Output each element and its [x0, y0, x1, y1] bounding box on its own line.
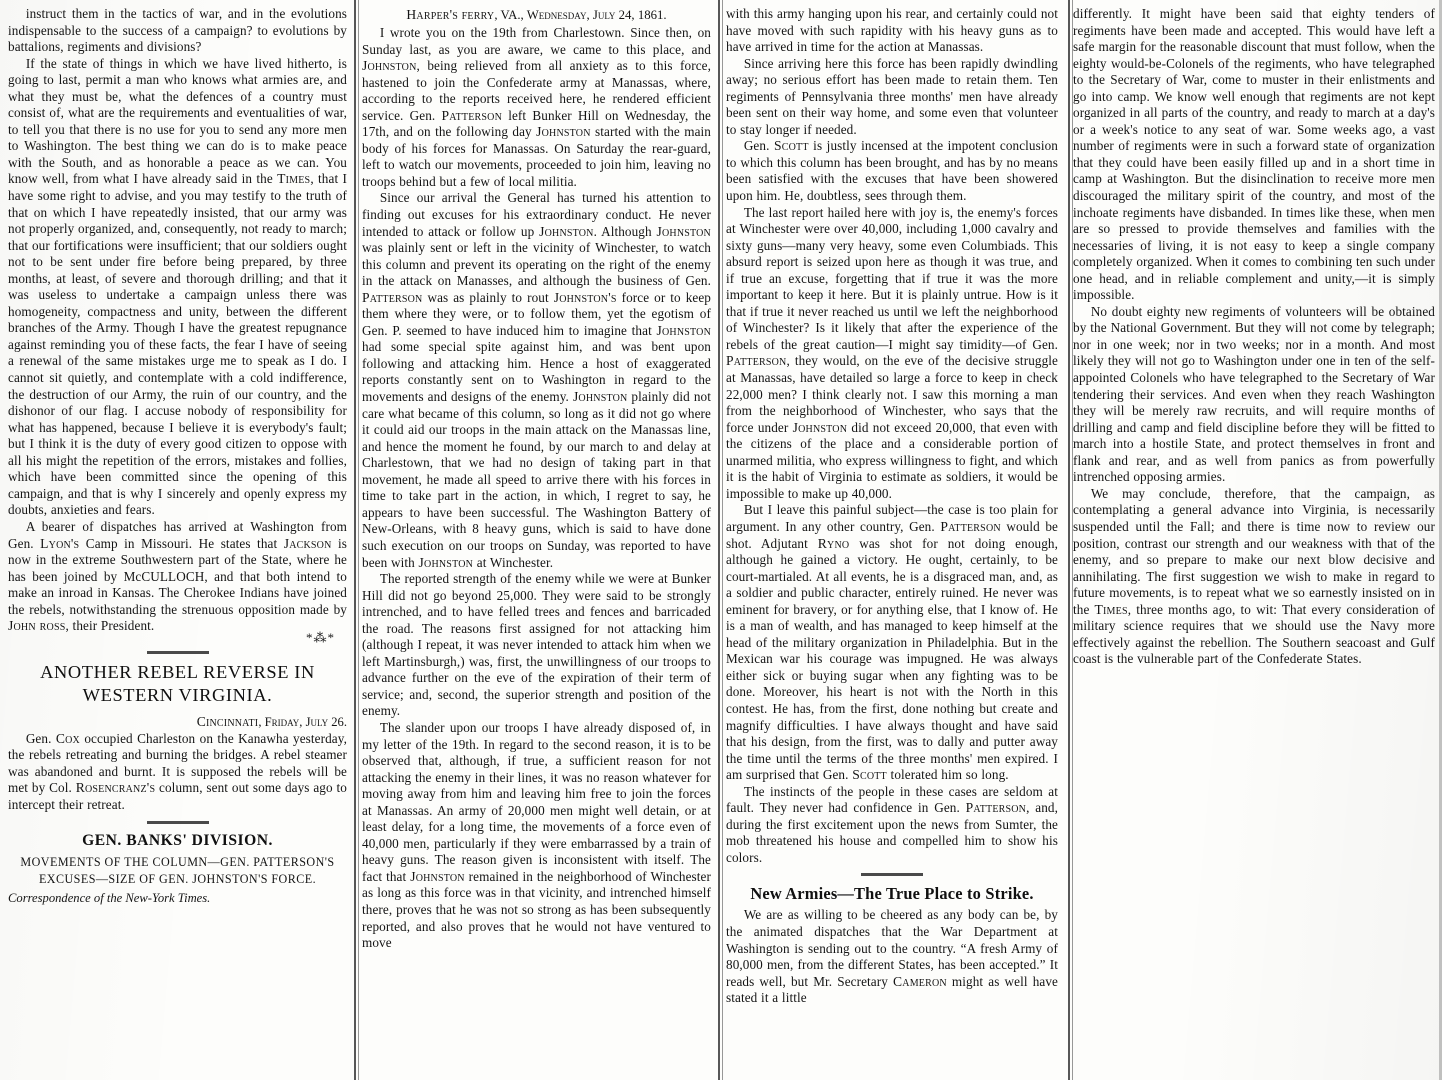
article-paragraph: The instincts of the people in these cases are seldom at fault. They never had confidence in Gen. Patterson, and, during the first excitement upon the news from Sumter, the mob threatened his house and compelled him to show his colors.	[726, 783, 1058, 865]
column-1	[0, 0, 354, 1080]
small-caps-name: Johnston	[656, 322, 711, 338]
small-caps-name: Johnston	[792, 419, 848, 435]
article-paragraph: The last report hailed here with joy is, the enemy's forces at Winchester were over 40,000, including 1,000 cavalry and sixty guns—many very heavy, some even Columbiads. This absurd report is seized upon here as though it was true, and if true an excuse, forgetting that if true it was the more important to keep it here. But it is plainly untrue. How is it that if true it never reached us until we left the neighborhood of Winchester? Is it likely that after the experience of the rebels of the great caution—I might say timidity—of Gen. Patterson, they would, on the eve of the decisive struggle at Manassas, have detailed so large a force to keep in check 22,000 men? I think clearly not. I saw this morning a man from the neighborhood of Winchester, who says that the force under Johnston did not exceed 20,000, that even with the citizens of the place and a considerable portion of unarmed militia, who express willingness to fight, and which it is the habit of Virginia to estimate as soldiers, it would be impossible to make up 40,000.	[726, 204, 1058, 501]
article-paragraph: I wrote you on the 19th from Charlestown. Since then, on Sunday last, as you are aware, we came to this place, and Johnston, being relieved from all anxiety as to this force, hastened to join the Confederate army at Manassas, where, according to the reports received here, he rendered efficient service. Gen. Patterson left Bunker Hill on Wednesday, the 17th, and on the following day Johnston started with the main body of his forces for Manassas. On Saturday the rear-guard, left to watch our movements, proceeded to join him, leaving no troops behind but a few of local militia.	[362, 25, 711, 189]
small-caps-name: Times	[277, 171, 311, 187]
column-divider-2b	[722, 0, 723, 1080]
small-caps-name: Johnston	[656, 223, 711, 239]
small-caps-name: Lyon's	[40, 535, 80, 551]
article-paragraph: We are as willing to be cheered as any body can be, by the animated dispatches that the War Department at Washington is sending out to the country. “A fresh Army of 80,000 men, from the different States, has been accepted.” It reads well, but Mr. Secretary Cameron might as well have stated it a little	[726, 907, 1058, 1006]
small-caps-name: Ryno	[817, 535, 850, 551]
small-caps-name: Johnston's	[553, 289, 617, 305]
small-caps-name: Scott	[774, 138, 809, 154]
dateline: Harper's ferry, VA., Wednesday, July 24, 1861.	[406, 7, 667, 22]
subheadline: GEN. BANKS' DIVISION.	[82, 831, 273, 849]
column-divider-3b	[1072, 0, 1073, 1080]
small-caps-name: Cox	[55, 730, 80, 746]
article-paragraph: The reported strength of the enemy while we were at Bunker Hill did not go beyond 25,000. They were said to be strongly intrenched, and to have felled trees and fences and barricaded the road. The reasons first assigned for not attacking him (although I repeat, it was never intended to attack him when we left Martinsburgh,) was, first, the unwillingness of our troops to advance further on the eve of the expiration of their term of service; and, second, the superior strength and position of the enemy.	[362, 571, 711, 719]
small-caps-name: Cameron	[893, 973, 947, 989]
correspondence-credit: Correspondence of the New-York Times.	[8, 890, 211, 905]
small-caps-name: Johnston	[536, 124, 591, 140]
small-caps-name: Scott	[852, 767, 887, 783]
article-paragraph: Gen. Scott is justly incensed at the impotent conclusion to which this column has been brought, and has by no means been satisfied with the excuses that have been showered upon him. He, doubtless, sees through them.	[726, 138, 1059, 204]
article-paragraph: with this army hanging upon his rear, and certainly could not have moved with such rapidity with his heavy guns as to have arrived in time for the action at Manassas.	[726, 6, 1058, 55]
small-caps-name: John ross	[8, 618, 66, 634]
small-caps-name: Patterson	[726, 353, 787, 369]
small-caps-name: Jackson	[283, 535, 332, 551]
article-paragraph: Since our arrival the General has turned his attention to finding out excuses for his extraordinary conduct. He never intended to attack or follow up Johnston. Although Johnston was plainly sent or left in the vicinity of Winchester, to watch this column and prevent its operating on the right of the enemy in the attack on Manasses, and although the business of Gen. Patterson was as plainly to rout Johnston's force or to keep them where they were, or to follow them, yet the egotism of Gen. P. seemed to have induced him to imagine that Johnston had some special spite against him, and was bent upon following and attacking him. Hence a host of exaggerated reports constantly sent on to Washington in regard to the movements and designs of the enemy. Johnston plainly did not care what became of this column, so long as it did not go where it could aid our troops in the main attack on the Manassas line, and hence the moment he found, by our march to and delay at Charlestown, that we had no design of taking part in that movement, he made all speed to arrive there with his forces in time to take part in the action, in which, I regret to say, he appears to have been successful. The Washington Battery of New-Orleans, with 8 heavy guns, which is said to have done such execution on our troops on Sunday, was reported to have been with Johnston at Winchester.	[362, 190, 711, 570]
small-caps-name: Johnston	[418, 554, 474, 570]
small-caps-name: Times	[1094, 601, 1128, 617]
column-divider-3	[1068, 0, 1070, 1080]
article-paragraph: We may conclude, therefore, that the campaign, as contemplating a general advance into Virginia, is necessarily suspended until the Fall; and there is time now to review our position, contrast our strength and our weakness with that of the enemy, and so prepare to make our next blow decisive and annihilating. The first suggestion we wish to make in regard to future movements, is to repeat what we so earnestly insisted on in the Times, three months ago, to wit: That every consideration of military science requires that we should use the Navy more effectively against the rebellion. The Southern seacoast and Gulf coast is the vulnerable part of the Confederate States.	[1073, 485, 1436, 667]
column-3	[718, 0, 1065, 1080]
column-divider-2	[718, 0, 720, 1080]
column-divider-1	[354, 0, 356, 1080]
dateline: Cincinnati, Friday, July 26.	[196, 713, 347, 729]
section-rule	[147, 651, 209, 654]
headline-kicker: EXCUSES—SIZE OF GEN. JOHNSTON'S FORCE.	[38, 872, 317, 887]
column-2	[354, 0, 718, 1080]
small-caps-name: Johnston	[362, 58, 417, 74]
small-caps-name: Johnston	[572, 389, 628, 405]
small-caps-name: Cincinnati	[196, 713, 259, 729]
headline-kicker: MOVEMENTS OF THE COLUMN—GEN. PATTERSON'S	[20, 854, 335, 869]
headline: ANOTHER REBEL REVERSE IN WESTERN VIRGINIA.	[40, 661, 315, 705]
section-rule	[861, 873, 923, 876]
small-caps-name: Harper's ferry	[406, 7, 495, 22]
article-paragraph: Since arriving here this force has been rapidly dwindling away; no serious effort has been made to retain them. Ten regiments of Pennsylvania three months' men have already been sent on their way home, and some even that volunteer to stay longer if needed.	[726, 55, 1058, 137]
article-paragraph: If the state of things in which we have lived hitherto, is going to last, permit a man who knows what armies are, and what they must be, what the defences of a country must consist of, what are the requirements and eventualities of war, to tell you that there is no use for you to send any more men to Washington. The best thing we can do is to make peace with the South, and as honorable a peace as we can. You know well, from what I have already said in the Times, that I have some right to advise, and you may testify to the truth of that on which I have repeatedly insisted, that our army was not properly organized, and, consequently, not ready to march; that our fortifications were insufficient; that our soldiers ought not to be sent under fire before being prepared, by three months, at least, of severe and thorough drilling; and that it was useless to undertake a campaign unless there was homogeneity, compactness and unity, between the different branches of the Army. Though I have the greatest repugnance against reminding you of these facts, the fear I have of seeing a renewal of the same mistakes urge me to speak as I do. I cannot sit quietly, and contemplate with a cold indifference, the destruction of our Army, the ruin of our country, and the dishonor of our flag. I accuse nobody of responsibility for what has happened, because I believe it is everybody's fault; but I think it is the duty of every good citizen to oppose with all his might the repetition of the errors, mistakes and follies, which have been committed since the opening of this campaign, and that is why I sincerely and openly express my doubts, anxieties and fears.	[8, 55, 347, 518]
column-divider-1b	[358, 0, 359, 1080]
small-caps-name: Johnston	[410, 868, 465, 884]
small-caps-name: Rosencranz's	[75, 780, 156, 796]
article-paragraph: Gen. Cox occupied Charleston on the Kanawha yesterday, the rebels retreating and burning the bridges. A rebel steamer was abandoned and burnt. It is supposed the rebels will be met by Col. Rosencranz's column, sent out some days ago to intercept their retreat.	[8, 730, 347, 812]
article-paragraph: The slander upon our troops I have already disposed of, in my letter of the 19th. In regard to the second reason, it is to be observed that, although, if true, a sufficient reason for not attacking the enemy in their lines, it was no reason whatever for moving away from him and leaving him free to join the forces at Manassas. An army of 20,000 men might well detain, or at least delay, for a long time, the movements of a force even of 40,000 men, particularly if they were embarrassed by a train of heavy guns. The reason given is inconsistent with itself. The fact that Johnston remained in the neighborhood of Winchester as long as this force was in that vicinity, and intrenched himself there, proves that he was not so strong as has been subsequently reported, and also proves that he would not have ventured to move	[362, 719, 711, 951]
small-caps-name: Patterson	[965, 800, 1027, 816]
editorial-headline: New Armies—The True Place to Strike.	[750, 884, 1034, 904]
small-caps-name: Patterson	[441, 107, 502, 123]
small-caps-name: Johnston	[539, 223, 594, 239]
article-paragraph: A bearer of dispatches has arrived at Washington from Gen. Lyon's Camp in Missouri. He states that Jackson is now in the extreme Southwestern part of the State, where he has been joined by McCULLOCH, and that both intend to make an inroad in Kansas. The Cherokee Indians have joined the rebels, notwithstanding the strenuous opposition made by John ross, their President.	[8, 518, 347, 634]
small-caps-name: Patterson	[940, 518, 1001, 534]
article-paragraph: instruct them in the tactics of war, and in the evolutions indispensable to the success of a campaign? to evolutions by battalions, regiments and divisions?	[8, 6, 347, 55]
article-paragraph: No doubt eighty new regiments of volunteers will be obtained by the National Government. But they will not come by telegraph; nor in one week; nor in two weeks; nor in a month. And most likely they will not go to Washington under one in ten of the self-appointed Colonels who have telegraphed to the Secretary of War tendering their services. And even when they reach Washington they will be merely raw recruits, and will require months of drilling and camp and field discipline before they will be fitted to march into a hostile State, and protect themselves in front and flank and rear, and as well from panics as from powerfully intrenched opposing armies.	[1073, 303, 1435, 485]
column-4	[1065, 0, 1442, 1080]
article-paragraph: But I leave this painful subject—the case is too plain for argument. In any other country, Gen. Patterson would be shot. Adjutant Ryno was shot for not doing enough, although he gained a victory. He ought, certainly, to be court-martialed. At all events, he is a disgraced man, and, as a soldier and public character, entirely ruined. He never was eminent for bravery, or for anything else, that I know of. He is a man of wealth, and has managed to keep himself at the head of the military organization in Philadelphia. But in the Mexican war his courage was impugned. He was always either sick or buying sugar when any fighting was to be done. Moreover, his heart is not with the North in this contest. He has, from the first, done nothing but create and magnify difficulties. I have always thought and have said that his design, from the first, was to dally and putter away the time until the terms of the three months' men expired. I am surprised that Gen. Scott tolerated him so long.	[726, 502, 1059, 783]
article-paragraph: differently. It might have been said that eighty tenders of regiments have been made and accepted. This would have left a safe margin for the reasonable discount that must follow, when the eighty would-be-Colonels of the regiments, who have telegraphed to the Secretary of War, come to muster in their enlistments and go into camp. We know well enough that regiments are not kept organized in all parts of the country, and ready to march at a day's or a week's notice to any seat of war. Some weeks ago, a vast number of regiments were in such a forward state of organization that they could have been easily filled up and in a short time in camp at Washington. But the disinclination to receive more men discouraged the military spirit of the country, and most of the inchoate regiments have disbanded. In times like these, when men are so pressed to provide themselves and families with the necessaries of living, it is not easy to keep a single company completely organized. When it comes to combining ten such under one head, and in reliable complement and unity,—it is simply impossible.	[1073, 6, 1435, 303]
small-caps-name: Patterson	[362, 289, 423, 305]
section-rule	[147, 821, 209, 824]
asterism-mark: *⁂*	[306, 629, 335, 645]
